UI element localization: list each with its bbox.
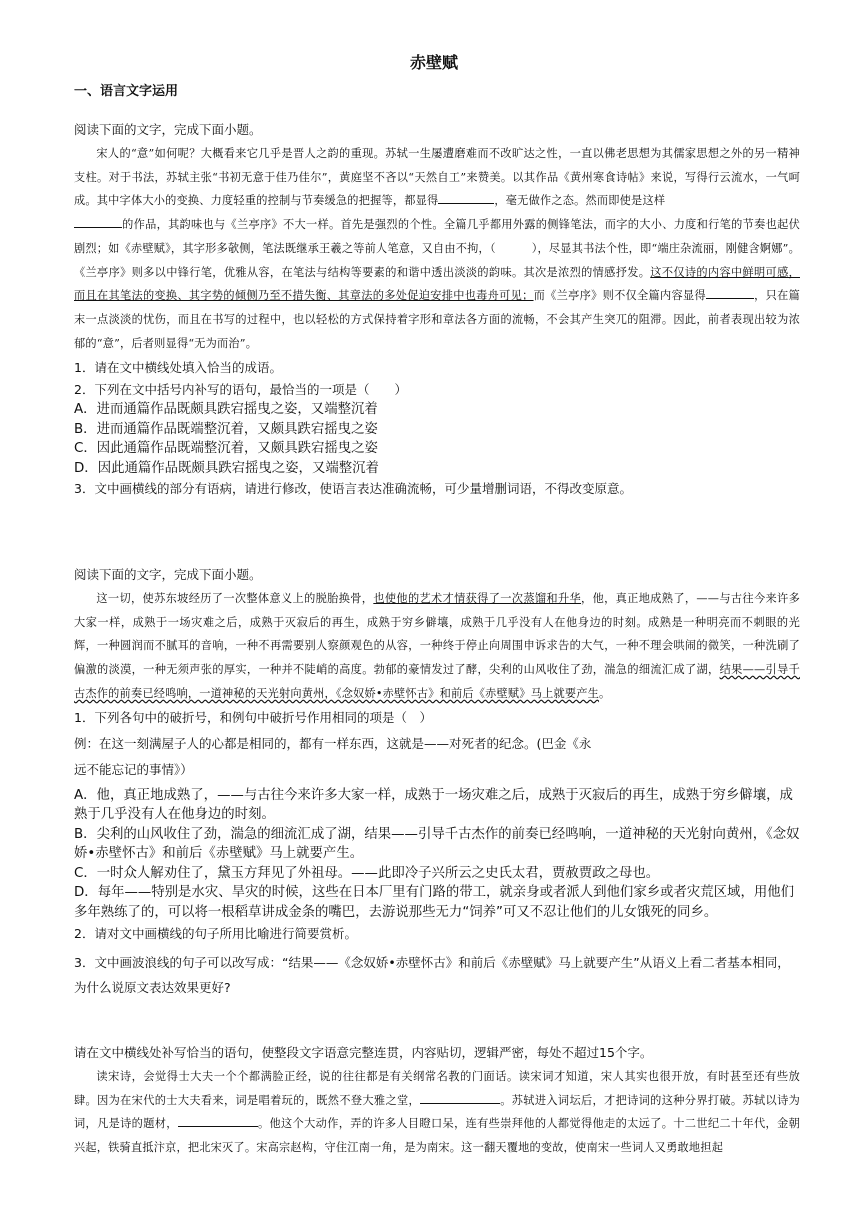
block1-passage xyxy=(74,142,800,355)
option-b[interactable]: B．尖利的山风收住了劲，湍急的细流汇成了湖，结果——引导千古杰作的前奏已经鸣响，一道神秘的天光射向黄州，《念奴娇•赤壁怀古》和前后《赤壁赋》马上就要产生。 xyxy=(74,826,800,862)
passage-text: 读宋诗，会觉得士大夫一个个都满脸正经，说的往往都是有关纲常名教的门面话。读宋词才知道，宋人其实也很开放，有时甚至还有些放肆。因为在宋代的士大夫看来，词是唱着玩的，既然不登大雅之堂， xyxy=(74,1070,800,1107)
underlined-sentence: 也使他的艺术才情获得了一次蒸馏和升华 xyxy=(373,592,582,605)
option-a[interactable]: A．他，真正地成熟了，——与古往今来许多大家一样，成熟于一场灾难之后，成熟于灭寂后的再生，成熟于穷乡僻壤，成熟于几乎没有人在他身边的时刻。 xyxy=(74,787,793,823)
example-line-1: 例：在这一刻满屋子人的心都是相同的，都有一样东西，这就是——对死者的纪念。(巴金《永 xyxy=(74,735,592,751)
passage-text: 。苏轼进入词坛后，才把诗词的这种分界打破。苏轼以诗为词，凡是诗的题材， xyxy=(74,1093,800,1131)
passage-text: 。他这个大动作，弄的许多人目瞪口呆，连有些崇拜他的人都觉得他走的太远了。十二世纪二十年代，金朝兴起，铁骑直抵汴京，把北宋灭了。宋高宗赵构，守住江南一角，是为南宋。这一翻天覆地的变故，使南宋一些词人又勇敢地担起 xyxy=(74,1117,800,1155)
passage-text: ，毫无做作之态。然而即使是这样 xyxy=(494,194,666,208)
reading-block-2 xyxy=(74,565,800,1000)
document-title: 赤壁赋 xyxy=(409,53,458,72)
question-1: 1．下列各句中的破折号，和例句中破折号作用相同的项是（ ） xyxy=(74,709,432,725)
wavy-underlined-sentence: 结果——引导千古杰作的前奏已经鸣响，一道神秘的天光射向黄州，《念奴娇•赤壁怀古》和前后《赤壁赋》马上就要产生 xyxy=(74,663,800,700)
block3-instruction: 请在文中横线处补写恰当的语句，使整段文字语意完整连贯，内容贴切，逻辑严密，每处不超过15个字。 xyxy=(74,1045,653,1060)
passage-text: ，只在篇末一点淡淡的忧伤，而且在书写的过程中，也以轻松的方式保持着字形和章法各方面的流畅，不会其产生突兀的阻滞。因此，前者表现出较为浓郁的“意”，后者则显得“无为而治”。 xyxy=(74,289,800,350)
fill-blank[interactable] xyxy=(706,286,754,299)
passage-text: ），尽显其书法个性，即“端庄杂流丽，刚健含婀娜”。《兰亭序》则多以中锋行笔，优雅从容，在笔法与结构等要素的和谐中透出淡淡的韵味。其次是浓烈的情感抒发。 xyxy=(74,241,800,279)
block1-instruction: 阅读下面的文字，完成下面小题。 xyxy=(74,122,262,137)
question-3: 3．文中画横线的部分有语病，请进行修改，使语言表达准确流畅，可少量增删词语，不得改变原意。 xyxy=(74,481,632,497)
fill-blank[interactable] xyxy=(438,191,494,204)
passage-text: 宋人的“意”如何呢？大概看来它几乎是晋人之韵的重现。苏轼一生屡遭磨难而不改旷达之性，一直以佛老思想为其儒家思想之外的另一精神支柱。对于书法，苏轼主张“书初无意于佳乃佳尔”，黄庭坚不吝以“天然自工”来赞美。以其作品《黄州寒食诗帖》来说，写得行云流水，一气呵成。其中字体大小的变换、力度轻重的控制与节奏缓急的把握等，都显得 xyxy=(74,147,800,208)
block2-instruction: 阅读下面的文字，完成下面小题。 xyxy=(74,567,262,582)
option-d[interactable]: D．每年——特别是水灾、旱灾的时候，这些在日本厂里有门路的带工，就亲身或者派人到他们家乡或者灾荒区域，用他们多年熟练了的，可以将一根稻草讲成金条的嘴巴，去游说那些无力“饲养”可又不忍让他们的儿女饿死的同乡。 xyxy=(74,885,795,920)
block2-passage: 这一切，使苏东坡经历了一次整体意义上的脱胎换骨，也使他的艺术才情获得了一次蒸馏和升华，他，真正地成熟了，——与古往今来许多大家一样，成熟于一场灾难之后，成熟于灭寂后的再生，成熟于穷乡僻壤，成熟于几乎没有人在他身边的时刻。成熟是一种明亮而不刺眼的光辉，一种圆润而不腻耳的音响，一种不再需要别人察颜观色的从容，一种终于停止向周围申诉求告的大气，一种不理会哄闹的微笑，一种洗刷了偏激的淡漠，一种无须声张的厚实，一种并不陡峭的高度。勃郁的豪情发过了酵，尖利的山风收住了劲，湍急的细流汇成了湖，结果——引导千古杰作的前奏已经鸣响，一道神秘的天光射向黄州，《念奴娇•赤壁怀古》和前后《赤壁赋》马上就要产生。 xyxy=(74,592,800,700)
example-line-2: 远不能忘记的事情》） xyxy=(74,761,193,777)
reading-block-1 xyxy=(74,120,800,499)
question-3: 3．文中画波浪线的句子可以改写成：“结果——《念奴娇•赤壁怀古》和前后《赤壁赋》马上就要产生”从语义上看二者基本相同，为什么说原文表达效果更好? xyxy=(74,955,790,996)
fill-blank[interactable] xyxy=(178,1114,258,1127)
option-c[interactable]: C．因此通篇作品既端整沉着，又颇具跌宕摇曳之姿 xyxy=(74,441,378,457)
option-c[interactable]: C．一时众人解劝住了，黛玉方拜见了外祖母。——此即冷子兴所云之史氏太君，贾赦贾政之母也。 xyxy=(74,865,660,881)
question-2: 2．下列在文中括号内补写的语句，最恰当的一项是（ ） xyxy=(74,382,407,398)
fill-blank[interactable] xyxy=(74,215,122,228)
option-a[interactable]: A．进而通篇作品既颇具跌宕摇曳之姿，又端整沉着 xyxy=(74,402,378,418)
section-heading: 一、语言文字运用 xyxy=(74,84,179,99)
underlined-sentence: 这不仅诗的内容中鲜明可感，而且在其笔法的变换、其字势的倾侧乃至不措失衡、其章法的多处促迫安排中也毒舟可见； xyxy=(74,265,800,303)
option-d[interactable]: D．因此通篇作品既颇具跌宕摇曳之姿，又端整沉着 xyxy=(74,460,379,476)
option-b[interactable]: B．进而通篇作品既端整沉着，又颇具跌宕摇曳之姿 xyxy=(74,421,378,437)
question-2: 2．请对文中画横线的句子所用比喻进行简要赏析。 xyxy=(74,926,357,942)
reading-block-3 xyxy=(74,1043,800,1160)
passage-text: ，他，真正地成熟了，——与古往今来许多大家一样，成熟于一场灾难之后，成熟于灭寂后的再生，成熟于穷乡僻壤，成熟于几乎没有人在他身边的时刻。成熟是一种明亮而不刺眼的光辉，一种圆润而不腻耳的音响，一种不再需要别人察颜观色的从容，一种终于停止向周围申诉求告的大气，一种不理会哄闹的微笑，一种洗刷了偏激的淡漠，一种无须声张的厚实，一种并不陡峭的高度。勃郁的豪情发过了酵，尖利的山风收住了劲，湍急的细流汇成了湖， xyxy=(74,592,800,677)
question-1: 1．请在文中横线处填入恰当的成语。 xyxy=(74,360,282,376)
passage-text: 的作品，其韵味也与《兰亭序》不大一样。首先是强烈的个性。全篇几乎都用外露的侧锋笔法，而字的大小、力度和行笔的节奏也起伏剧烈；如《赤壁赋》，其字形多欹侧，笔法既继承王羲之等前人笔意，又自由不拘，（ xyxy=(74,218,800,255)
passage-text: 这一切，使苏东坡经历了一次整体意义上的脱胎换骨， xyxy=(96,592,374,605)
fill-blank[interactable] xyxy=(420,1091,500,1104)
block3-passage xyxy=(74,1065,800,1160)
passage-text: 而《兰亭序》则不仅全篇内容显得 xyxy=(533,289,706,303)
